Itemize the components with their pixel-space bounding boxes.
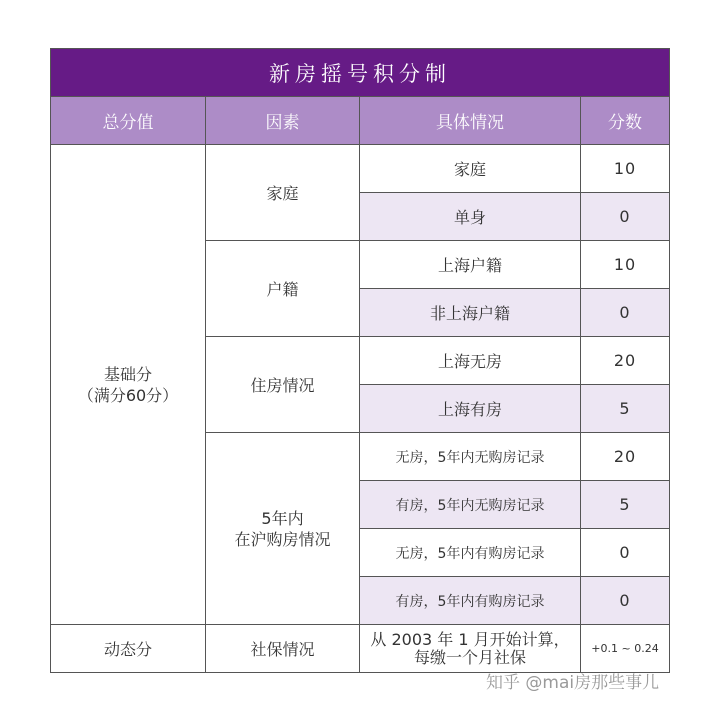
score-cell: 0 [581, 529, 670, 577]
detail-cell: 有房，5年内无购房记录 [360, 481, 581, 529]
detail-cell: 单身 [360, 193, 581, 241]
detail-cell: 无房，5年内有购房记录 [360, 529, 581, 577]
score-cell: 0 [581, 193, 670, 241]
factor-family: 家庭 [206, 145, 360, 241]
base-score-title: 基础分 [103, 364, 152, 384]
detail-cell: 非上海户籍 [360, 289, 581, 337]
factor-hukou: 户籍 [206, 241, 360, 337]
detail-cell: 上海户籍 [360, 241, 581, 289]
base-score-max: （满分60分） [77, 385, 179, 405]
score-cell: 10 [581, 145, 670, 193]
score-cell: 5 [581, 385, 670, 433]
watermark: 知乎 @mai房那些事儿 [486, 673, 660, 693]
score-cell: 10 [581, 241, 670, 289]
detail-cell: 无房，5年内无购房记录 [360, 433, 581, 481]
score-cell: 5 [581, 481, 670, 529]
header-factor: 因素 [206, 97, 360, 145]
base-score-label [51, 145, 206, 625]
detail-cell: 上海无房 [360, 337, 581, 385]
score-cell: 20 [581, 337, 670, 385]
header-total: 总分值 [51, 97, 206, 145]
detail-cell: 上海有房 [360, 385, 581, 433]
social-security-detail [360, 625, 581, 673]
social-detail-line1: 从 2003 年 1 月开始计算， [370, 629, 570, 649]
score-cell: 0 [581, 289, 670, 337]
table-title: 新房摇号积分制 [51, 49, 670, 97]
score-cell: 0 [581, 577, 670, 625]
detail-cell: 家庭 [360, 145, 581, 193]
dynamic-score-range: +0.1 ~ 0.24 [581, 625, 670, 673]
factor-social-security: 社保情况 [206, 625, 360, 673]
header-detail: 具体情况 [360, 97, 581, 145]
factor-purchase-line2: 在沪购房情况 [234, 529, 331, 549]
social-detail-line2: 每缴一个月社保 [413, 647, 526, 667]
factor-purchase-history [206, 433, 360, 625]
detail-cell: 有房，5年内有购房记录 [360, 577, 581, 625]
score-table [50, 48, 670, 673]
factor-purchase-line1: 5年内 [261, 508, 304, 528]
dynamic-score-label: 动态分 [51, 625, 206, 673]
header-score: 分数 [581, 97, 670, 145]
score-cell: 20 [581, 433, 670, 481]
factor-housing: 住房情况 [206, 337, 360, 433]
